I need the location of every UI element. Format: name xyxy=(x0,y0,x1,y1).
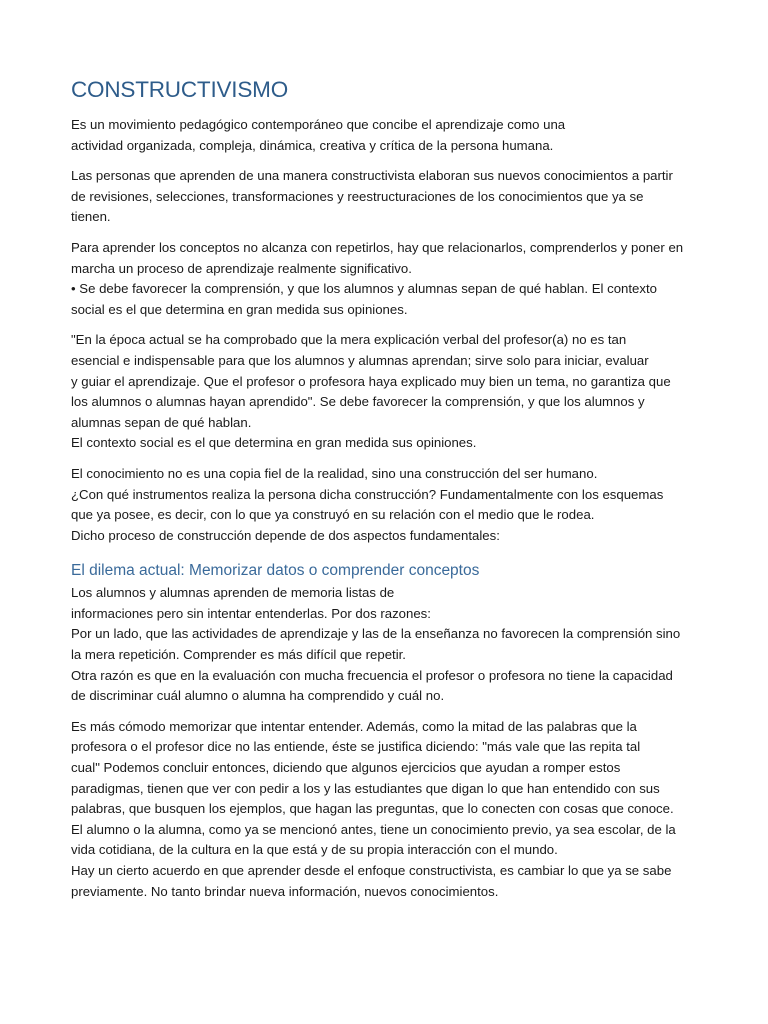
text-line: Es un movimiento pedagógico contemporáneo que concibe el aprendizaje como una xyxy=(71,117,566,132)
section-heading: El dilema actual: Memorizar datos o comprender conceptos xyxy=(71,562,480,580)
text-line: Hay un cierto acuerdo en que aprender desde el enfoque constructivista, es cambiar lo que ya se sabe xyxy=(71,863,672,878)
text-line: Dicho proceso de construcción depende de dos aspectos fundamentales: xyxy=(71,527,500,543)
text-line: Otra razón es que en la evaluación con mucha frecuencia el profesor o profesora no tiene la capacidad xyxy=(71,667,673,683)
text-line: Para aprender los conceptos no alcanza con repetirlos, hay que relacionarlos, comprenderlos y poner en xyxy=(71,239,684,255)
text-line: Es más cómodo memorizar que intentar entender. Además, como la mitad de las palabras que la xyxy=(71,718,637,734)
text-line: que ya posee, es decir, con lo que ya construyó en su relación con el medio que le rodea. xyxy=(71,507,595,523)
text-line: El contexto social es el que determina en gran medida sus opiniones. xyxy=(71,435,477,451)
paragraph xyxy=(71,464,728,546)
text-line: esencial e indispensable para que los alumnos y alumnas aprendan; sirve solo para iniciar, evaluar xyxy=(71,352,649,368)
text-line: de revisiones, selecciones, transformaciones y reestructuraciones de los conocimientos que ya se xyxy=(71,188,644,204)
paragraph xyxy=(71,330,728,454)
document-title: CONSTRUCTIVISMO xyxy=(71,77,289,102)
text-line: "En la época actual se ha comprobado que la mera explicación verbal del profesor(a) no es tan xyxy=(71,332,627,348)
text-line: y guiar el aprendizaje. Que el profesor o profesora haya explicado muy bien un tema, no garantiza que xyxy=(71,373,671,389)
text-line: ¿Con qué instrumentos realiza la persona dicha construcción? Fundamentalmente con los esquemas xyxy=(71,486,664,502)
text-line: Las personas que aprenden de una manera constructivista elaboran sus nuevos conocimientos a partir xyxy=(71,168,673,184)
paragraph xyxy=(71,166,728,228)
text-line: previamente. No tanto brindar nueva información, nuevos conocimientos. xyxy=(71,883,499,899)
paragraph xyxy=(71,238,728,320)
text-line: informaciones pero sin intentar entenderlas. Por dos razones: xyxy=(71,605,431,621)
text-line: marcha un proceso de aprendizaje realmente significativo. xyxy=(71,260,412,276)
text-line: actividad organizada, compleja, dinámica, creativa y crítica de la persona humana. xyxy=(71,137,554,153)
text-line: Los alumnos y alumnas aprenden de memoria listas de xyxy=(71,585,395,601)
text-line: la mera repetición. Comprender es más difícil que repetir. xyxy=(71,647,406,663)
text-line: El alumno o la alumna, como ya se mencionó antes, tiene un conocimiento previo, ya sea escolar, de la xyxy=(71,821,676,837)
intro-section xyxy=(71,115,728,546)
text-line: vida cotidiana, de la cultura en la que está y de su propia interacción con el mundo. xyxy=(71,842,558,858)
text-line: • Se debe favorecer la comprensión, y que los alumnos y alumnas sepan de qué hablan. El contexto xyxy=(71,281,657,297)
text-line: paradigmas, tienen que ver con pedir a los y las estudiantes que digan lo que han entendido con sus xyxy=(71,780,660,796)
text-line: los alumnos o alumnas hayan aprendido". Se debe favorecer la comprensión, y que los alumnos y xyxy=(71,394,645,410)
text-line: de discriminar cuál alumno o alumna ha comprendido y cuál no. xyxy=(71,688,445,704)
paragraph xyxy=(71,115,728,156)
text-line: palabras, que busquen los ejemplos, que hagan las preguntas, que lo conecten con cosas que conoce. xyxy=(71,801,674,817)
paragraph xyxy=(71,717,728,902)
text-line: El conocimiento no es una copia fiel de la realidad, sino una construcción del ser humano. xyxy=(71,465,598,481)
text-line: alumnas sepan de qué hablan. xyxy=(71,414,252,430)
text-line: tienen. xyxy=(71,209,111,225)
text-line: social es el que determina en gran medida sus opiniones. xyxy=(71,301,408,317)
text-line: profesora o el profesor dice no las entiende, éste se justifica diciendo: "más vale que las repita tal xyxy=(71,739,641,755)
dilemma-section xyxy=(71,583,728,902)
text-line: Por un lado, que las actividades de aprendizaje y las de la enseñanza no favorecen la comprensión sino xyxy=(71,626,681,642)
text-line: cual" Podemos concluir entonces, diciendo que algunos ejercicios que ayudan a romper estos xyxy=(71,760,621,776)
paragraph xyxy=(71,583,728,707)
